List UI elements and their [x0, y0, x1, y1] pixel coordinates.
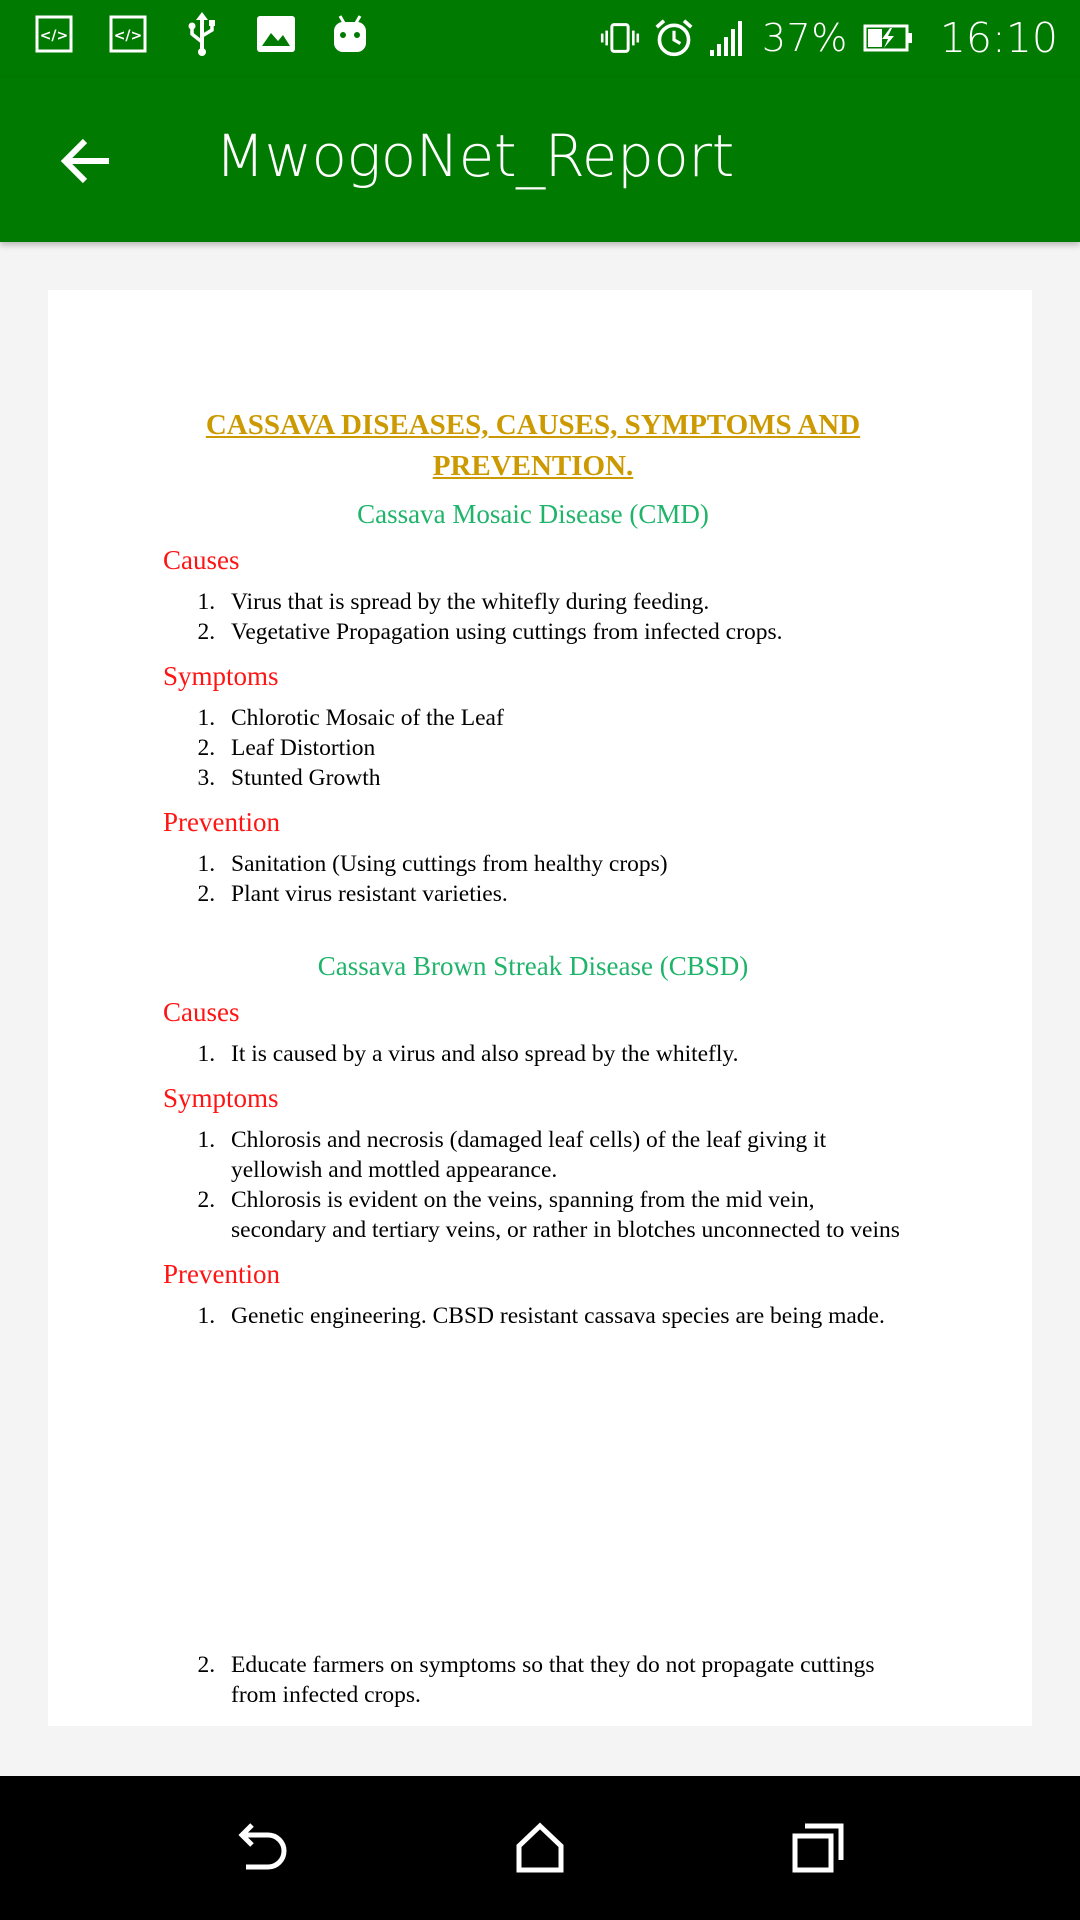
recents-button[interactable]	[778, 1816, 858, 1880]
battery-charging-icon	[862, 18, 914, 58]
status-bar	[0, 0, 1080, 78]
android-icon	[330, 14, 370, 54]
report-page[interactable]	[48, 290, 1032, 1726]
nav-back-icon	[232, 1823, 292, 1873]
battery-percent: 37%	[761, 16, 848, 60]
list-item: 2. Leaf Distortion	[221, 733, 903, 763]
causes-list	[163, 587, 903, 647]
list-item: 3. Stunted Growth	[221, 763, 903, 793]
svg-text:</>: </>	[39, 28, 69, 44]
code-icon	[108, 14, 148, 54]
usb-icon	[182, 14, 222, 54]
list-item: 1. Genetic engineering. CBSD resistant cassava species are being made.	[221, 1301, 903, 1331]
home-button[interactable]	[500, 1816, 580, 1880]
alarm-icon	[654, 18, 694, 58]
causes-heading: Causes	[163, 997, 240, 1027]
image-icon	[256, 14, 296, 54]
list-item: 1. Sanitation (Using cuttings from healthy crops)	[221, 849, 903, 879]
list-item: 1. Chlorotic Mosaic of the Leaf	[221, 703, 903, 733]
nav-back-button[interactable]	[222, 1816, 302, 1880]
app-bar	[0, 78, 1080, 242]
navigation-bar	[0, 1776, 1080, 1920]
vibrate-icon	[600, 18, 640, 58]
disease-title: Cassava Brown Streak Disease (CBSD)	[317, 951, 749, 981]
symptoms-list	[163, 703, 903, 793]
prevention-list-continued	[163, 1650, 903, 1710]
recents-icon	[791, 1822, 845, 1874]
list-item: 2. Plant virus resistant varieties.	[221, 879, 903, 909]
list-item: 1. Chlorosis and necrosis (damaged leaf cells) of the leaf giving it yellowish and mottled appearance.	[221, 1125, 903, 1185]
signal-icon	[708, 18, 748, 58]
causes-list	[163, 1039, 903, 1069]
code-icon	[34, 14, 74, 54]
svg-text:</>: </>	[113, 28, 143, 44]
app-title: MwogoNet_Report	[215, 122, 734, 190]
list-item: 2. Chlorosis is evident on the veins, spanning from the mid vein, secondary and tertiary veins, or rather in blotches unconnected to veins	[221, 1185, 903, 1245]
causes-heading: Causes	[163, 545, 240, 575]
prevention-list	[163, 1301, 903, 1331]
symptoms-heading: Symptoms	[163, 661, 279, 691]
list-item: 1. Virus that is spread by the whitefly during feeding.	[221, 587, 903, 617]
disease-title: Cassava Mosaic Disease (CMD)	[357, 499, 709, 529]
home-icon	[515, 1822, 565, 1874]
clock: 16:10	[939, 14, 1058, 62]
arrow-left-icon	[59, 137, 111, 185]
back-button[interactable]	[50, 126, 120, 196]
next-page-content	[163, 1650, 903, 1710]
prevention-heading: Prevention	[163, 1259, 280, 1289]
list-item: 1. It is caused by a virus and also spread by the whitefly.	[221, 1039, 903, 1069]
report-document	[163, 405, 903, 1331]
prevention-heading: Prevention	[163, 807, 280, 837]
prevention-list	[163, 849, 903, 909]
list-item: 2. Educate farmers on symptoms so that they do not propagate cuttings from infected crops.	[221, 1650, 903, 1710]
symptoms-list	[163, 1125, 903, 1245]
symptoms-heading: Symptoms	[163, 1083, 279, 1113]
document-title: CASSAVA DISEASES, CAUSES, SYMPTOMS AND PREVENTION.	[205, 409, 861, 482]
list-item: 2. Vegetative Propagation using cuttings from infected crops.	[221, 617, 903, 647]
